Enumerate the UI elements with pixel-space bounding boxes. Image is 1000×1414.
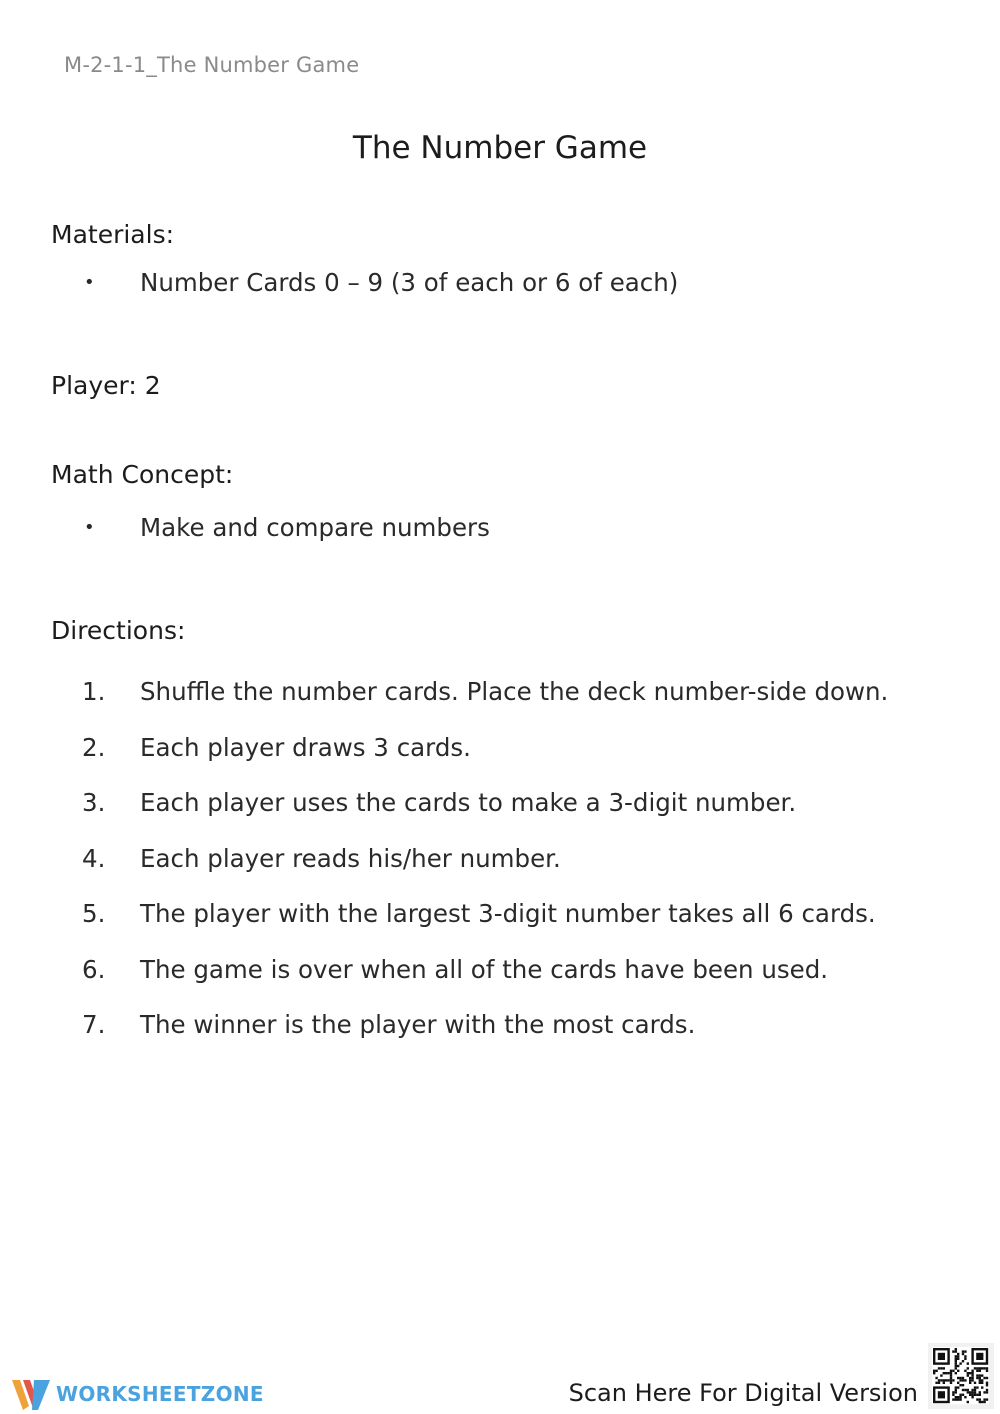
bullet-icon: • [84,517,95,538]
step-text: The game is over when all of the cards have been used. [140,955,829,984]
step-number: 2. [82,733,106,762]
scan-instruction: Scan Here For Digital Version [568,1379,918,1407]
step-number: 5. [82,899,106,928]
bullet-icon: • [84,272,95,293]
step-number: 3. [82,788,106,817]
step-text: Each player reads his/her number. [140,844,561,873]
qr-code-icon[interactable] [928,1343,994,1409]
step-text: Shuffle the number cards. Place the deck number-side down. [140,677,889,706]
step-number: 1. [82,677,106,706]
players-heading: Player: 2 [51,371,161,400]
step-number: 7. [82,1010,106,1039]
materials-item-text: Number Cards 0 – 9 (3 of each or 6 of each) [140,268,679,297]
step-text: Each player uses the cards to make a 3-digit number. [140,788,797,817]
step-number: 6. [82,955,106,984]
concept-item-text: Make and compare numbers [140,513,490,542]
page-title: The Number Game [352,130,648,166]
qr-code-graphic [928,1343,994,1409]
step-text: The player with the largest 3-digit number takes all 6 cards. [140,899,876,928]
step-text: The winner is the player with the most cards. [140,1010,696,1039]
worksheetzone-logo[interactable] [10,1374,264,1414]
step-text: Each player draws 3 cards. [140,733,471,762]
step-number: 4. [82,844,106,873]
worksheetzone-logo-icon [10,1376,52,1412]
document-id: M-2-1-1_The Number Game [64,53,360,77]
materials-heading: Materials: [51,220,175,249]
math-concept-heading: Math Concept: [51,460,234,489]
directions-heading: Directions: [51,616,186,645]
logo-wordmark: WORKSHEETZONE [56,1382,264,1406]
